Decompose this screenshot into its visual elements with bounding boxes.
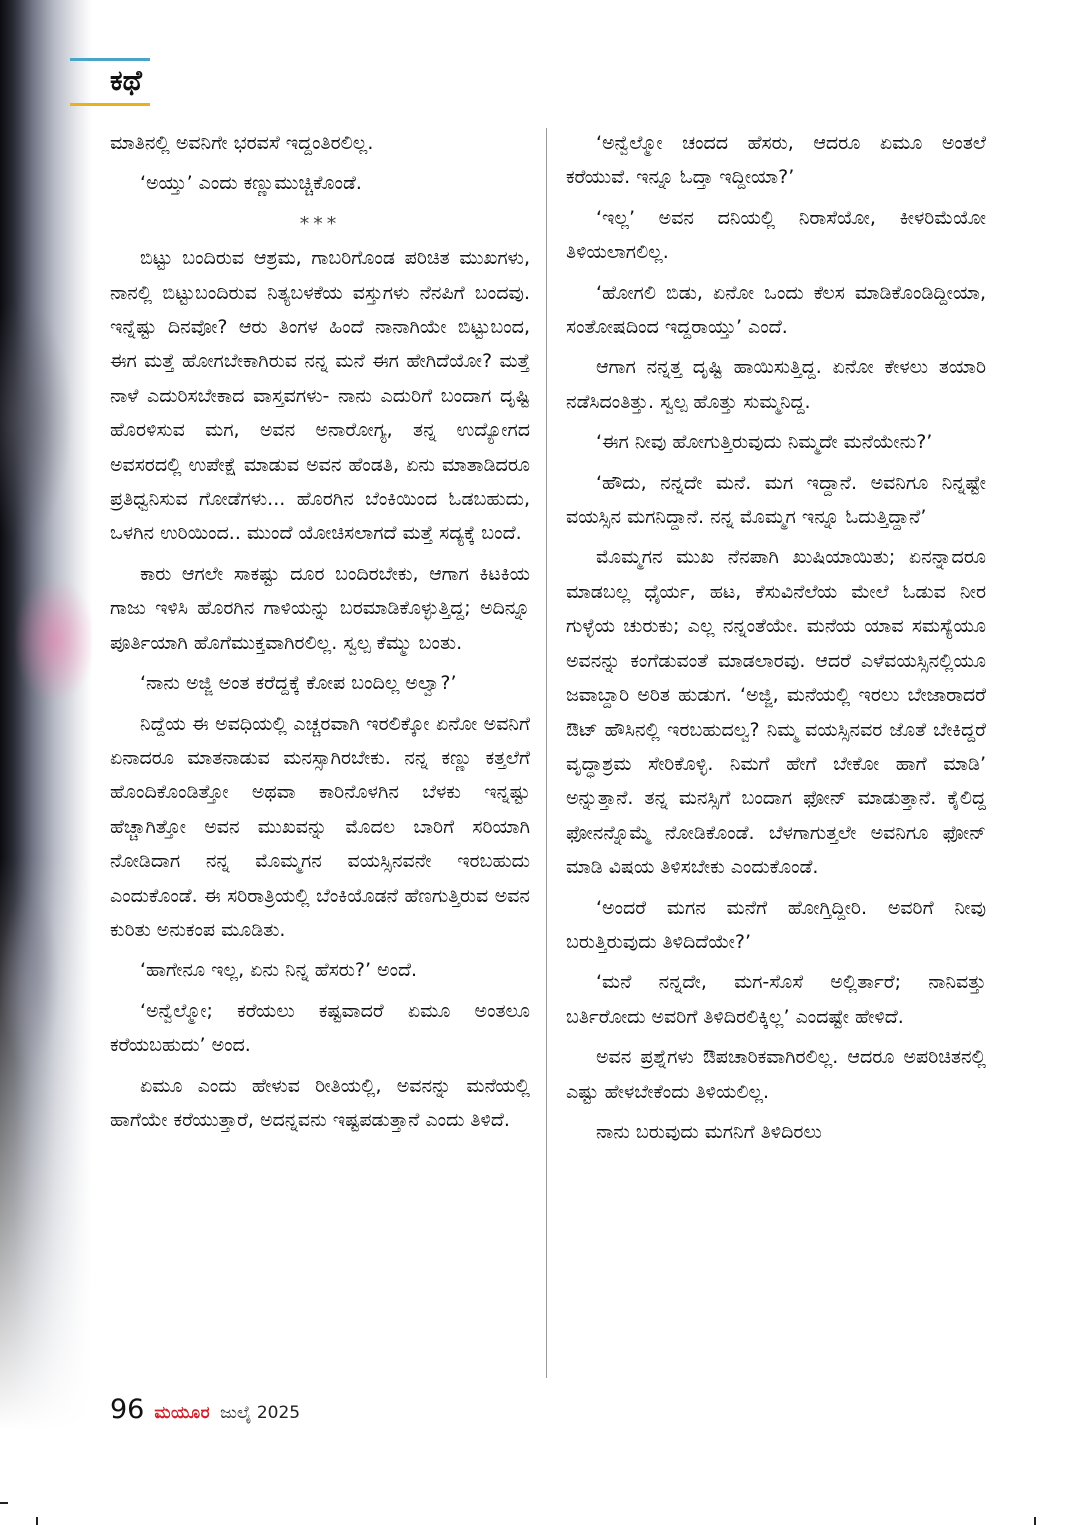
issue-date: ಜುಲೈ 2025 xyxy=(220,1403,301,1423)
paragraph: ‘ಇಲ್ಲ’ ಅವನ ದನಿಯಲ್ಲಿ ನಿರಾಸೆಯೋ, ಕೀಳರಿಮೆಯೋ ತಿಳಿಯಲಾಗಲಿಲ್ಲ. xyxy=(566,206,986,264)
paragraph: ಆಗಾಗ ನನ್ನತ್ತ ದೃಷ್ಟಿ ಹಾಯಿಸುತ್ತಿದ್ದ. ಏನೋ ಕೇಳಲು ತಯಾರಿ ನಡೆಸಿದಂತಿತ್ತು. ಸ್ವಲ್ಪ ಹೊತ್ತು ಸುಮ್ಮನಿದ್ದ. xyxy=(566,356,986,413)
paragraph: ‘ನಾನು ಅಜ್ಜಿ ಅಂತ ಕರೆದ್ದಕ್ಕೆ ಕೋಪ ಬಂದಿಲ್ಲ ಅಲ್ವಾ?’ xyxy=(140,672,457,695)
paragraph: ಮೊಮ್ಮಗನ ಮುಖ ನೆನಪಾಗಿ ಖುಷಿಯಾಯಿತು; ಏನನ್ನಾದರೂ ಮಾಡಬಲ್ಲ ಧೈರ್ಯ, ಹಟ, ಕೆಸುವಿನೆಲೆಯ ಮೇಲೆ ಓಡುವ ನೀರ ಗುಳ್ಳೆಯ ಚುರುಕು; ಎಲ್ಲ ನನ್ನಂತೆಯೇ. ಮನೆಯ ಯಾವ ಸಮಸ್ಯೆಯೂ ಅವನನ್ನು ಕಂಗೆಡುವಂತೆ ಮಾಡಲಾರವು. ಆದರೆ ಎಳೆವಯಸ್ಸಿನಲ್ಲಿಯೂ ಜವಾಬ್ದಾರಿ ಅರಿತ ಹುಡುಗ. ‘ಅಜ್ಜಿ, ಮನೆಯಲ್ಲಿ ಇರಲು ಬೇಜಾರಾದರೆ ಔಟ್ ಹೌಸಿನಲ್ಲಿ ಇರಬಹುದಲ್ವ? ನಿಮ್ಮ ವಯಸ್ಸಿನವರ ಜೊತೆ ಬೇಕಿದ್ದರೆ ವೃದ್ಧಾಶ್ರಮ ಸೇರಿಕೊಳ್ಳಿ. ನಿಮಗೆ ಹೇಗೆ ಬೇಕೋ ಹಾಗೆ ಮಾಡಿ’ ಅನ್ನುತ್ತಾನೆ. ತನ್ನ ಮನಸ್ಸಿಗೆ ಬಂದಾಗ ಫೋನ್ ಮಾಡುತ್ತಾನೆ. ಕೈಲಿದ್ದ ಫೋನನ್ನೊಮ್ಮೆ ನೋಡಿಕೊಂಡೆ. ಬೆಳಗಾಗುತ್ತಲೇ ಅವನಿಗೂ ಫೋನ್ ಮಾಡಿ ವಿಷಯ ತಿಳಿಸಬೇಕು ಎಂದುಕೊಂಡೆ. xyxy=(566,546,986,879)
section-title: ಕಥೆ xyxy=(110,64,142,97)
paragraph: ಏಮೂ ಎಂದು ಹೇಳುವ ರೀತಿಯಲ್ಲಿ, ಅವನನ್ನು ಮನೆಯಲ್ಲಿ ಹಾಗೆಯೇ ಕರೆಯುತ್ತಾರೆ, ಅದನ್ನವನು ಇಷ್ಟಪಡುತ್ತಾನೆ ಎಂದು ತಿಳಿದೆ. xyxy=(110,1074,530,1131)
crop-mark-bottom-right xyxy=(1034,1517,1036,1525)
right-text-column xyxy=(566,126,986,1155)
paragraph: ‘ಹೋಗಲಿ ಬಿಡು, ಏನೋ ಒಂದು ಕೆಲಸ ಮಾಡಿಕೊಂಡಿದ್ದೀಯಾ, ಸಂತೋಷದಿಂದ ಇದ್ದರಾಯ್ತು’ ಎಂದೆ. xyxy=(566,281,986,339)
paragraph: ‘ಅಂದರೆ ಮಗನ ಮನೆಗೆ ಹೋಗ್ತಿದ್ದೀರಿ. ಅವರಿಗೆ ನೀವು ಬರುತ್ತಿರುವುದು ತಿಳಿದಿದೆಯೇ?’ xyxy=(566,896,986,953)
paragraph: ಕಾರು ಆಗಲೇ ಸಾಕಷ್ಟು ದೂರ ಬಂದಿರಬೇಕು, ಆಗಾಗ ಕಿಟಕಿಯ ಗಾಜು ಇಳಿಸಿ ಹೊರಗಿನ ಗಾಳಿಯನ್ನು ಬರಮಾಡಿಕೊಳ್ಳುತ್ತಿದ್ದ; ಅದಿನ್ನೂ ಪೂರ್ತಿಯಾಗಿ ಹೊಗೆಮುಕ್ತವಾಗಿರಲಿಲ್ಲ. ಸ್ವಲ್ಪ ಕೆಮ್ಮು ಬಂತು. xyxy=(110,562,530,654)
page-footer xyxy=(110,1394,300,1425)
decorative-side-artwork-fade xyxy=(0,0,92,1430)
section-header-rule-bottom xyxy=(70,103,150,106)
paragraph: ‘ಮನೆ ನನ್ನದೇ, ಮಗ-ಸೊಸೆ ಅಲ್ಲಿರ್ತಾರೆ; ನಾನಿವತ್ತು ಬರ್ತಿರೋದು ಅವರಿಗೆ ತಿಳಿದಿರಲಿಕ್ಕಿಲ್ಲ’ ಎಂದಷ್ಟೇ ಹೇಳಿದೆ. xyxy=(566,971,986,1028)
scene-break: *** xyxy=(299,212,341,235)
page-number: 96 xyxy=(110,1394,145,1425)
magazine-logo: ಮಯೂರ xyxy=(154,1403,211,1423)
section-header-rule-top xyxy=(70,58,150,61)
paragraph: ನಿದ್ದೆಯ ಈ ಅವಧಿಯಲ್ಲಿ ಎಚ್ಚರವಾಗಿ ಇರಲಿಕ್ಕೋ ಏನೋ ಅವನಿಗೆ ಏನಾದರೂ ಮಾತನಾಡುವ ಮನಸ್ಸಾಗಿರಬೇಕು. ನನ್ನ ಕಣ್ಣು ಕತ್ತಲೆಗೆ ಹೊಂದಿಕೊಂಡಿತ್ತೋ ಅಥವಾ ಕಾರಿನೊಳಗಿನ ಬೆಳಕು ಇನ್ನಷ್ಟು ಹೆಚ್ಚಾಗಿತ್ತೋ ಅವನ ಮುಖವನ್ನು ಮೊದಲ ಬಾರಿಗೆ ಸರಿಯಾಗಿ ನೋಡಿದಾಗ ನನ್ನ ಮೊಮ್ಮಗನ ವಯಸ್ಸಿನವನೇ ಇರಬಹುದು ಎಂದುಕೊಂಡೆ. ಈ ಸರಿರಾತ್ರಿಯಲ್ಲಿ ಬೆಂಕಿಯೊಡನೆ ಹೆಣಗುತ್ತಿರುವ ಅವನ ಕುರಿತು ಅನುಕಂಪ ಮೂಡಿತು. xyxy=(110,712,530,941)
left-text-column xyxy=(110,126,530,1143)
crop-mark-bottom-left xyxy=(36,1517,38,1525)
paragraph: ಬಿಟ್ಟು ಬಂದಿರುವ ಆಶ್ರಮ, ಗಾಬರಿಗೊಂಡ ಪರಿಚಿತ ಮುಖಗಳು, ನಾನಲ್ಲಿ ಬಿಟ್ಟುಬಂದಿರುವ ನಿತ್ಯಬಳಕೆಯ ವಸ್ತುಗಳು ನೆನಪಿಗೆ ಬಂದವು. ಇನ್ನೆಷ್ಟು ದಿನವೋ? ಆರು ತಿಂಗಳ ಹಿಂದೆ ನಾನಾಗಿಯೇ ಬಿಟ್ಟುಬಂದ, ಈಗ ಮತ್ತೆ ಹೋಗಬೇಕಾಗಿರುವ ನನ್ನ ಮನೆ ಈಗ ಹೇಗಿದೆಯೋ? ಮತ್ತೆ ನಾಳೆ ಎದುರಿಸಬೇಕಾದ ವಾಸ್ತವಗಳು- ನಾನು ಎದುರಿಗೆ ಬಂದಾಗ ದೃಷ್ಟಿ ಹೊರಳಿಸುವ ಮಗ, ಅವನ ಅನಾರೋಗ್ಯ, ತನ್ನ ಉದ್ಯೋಗದ ಅವಸರದಲ್ಲಿ ಉಪೇಕ್ಷೆ ಮಾಡುವ ಅವನ ಹೆಂಡತಿ, ಏನು ಮಾತಾಡಿದರೂ ಪ್ರತಿಧ್ವನಿಸುವ ಗೋಡೆಗಳು... ಹೊರಗಿನ ಬೆಂಕಿಯಿಂದ ಓಡಬಹುದು, ಒಳಗಿನ ಉರಿಯಿಂದ.. ಮುಂದೆ ಯೋಚಿಸಲಾಗದೆ ಮತ್ತೆ ಸದ್ಯಕ್ಕೆ ಬಂದೆ. xyxy=(110,247,530,545)
crop-mark-top-left xyxy=(0,1502,8,1504)
paragraph: ‘ಹೌದು, ನನ್ನದೇ ಮನೆ. ಮಗ ಇದ್ದಾನೆ. ಅವನಿಗೂ ನಿನ್ನಷ್ಟೇ ವಯಸ್ಸಿನ ಮಗನಿದ್ದಾನೆ. ನನ್ನ ಮೊಮ್ಮಗ ಇನ್ನೂ ಓದುತ್ತಿದ್ದಾನೆ’ xyxy=(566,471,986,529)
paragraph: ‘ಅನ್ವೆಲ್ಮೋ; ಕರೆಯಲು ಕಷ್ಟವಾದರೆ ಏಮೂ ಅಂತಲೂ ಕರೆಯಬಹುದು’ ಅಂದ. xyxy=(110,999,530,1057)
paragraph: ಮಾತಿನಲ್ಲಿ ಅವನಿಗೇ ಭರವಸೆ ಇದ್ದಂತಿರಲಿಲ್ಲ. xyxy=(110,132,374,154)
paragraph: ‘ಅಯ್ತು’ ಎಂದು ಕಣ್ಣುಮುಚ್ಚಿಕೊಂಡೆ. xyxy=(140,172,362,195)
paragraph: ನಾನು ಬರುವುದು ಮಗನಿಗೆ ತಿಳಿದಿರಲು xyxy=(596,1120,822,1143)
paragraph: ‘ಅನ್ವೆಲ್ಮೋ ಚಂದದ ಹೆಸರು, ಆದರೂ ಏಮೂ ಅಂತಲೆ ಕರೆಯುವೆ. ಇನ್ನೂ ಓದ್ತಾ ಇದ್ದೀಯಾ?’ xyxy=(566,132,986,189)
paragraph: ಅವನ ಪ್ರಶ್ನೆಗಳು ಔಪಚಾರಿಕವಾಗಿರಲಿಲ್ಲ. ಆದರೂ ಅಪರಿಚಿತನಲ್ಲಿ ಎಷ್ಟು ಹೇಳಬೇಕೆಂದು ತಿಳಿಯಲಿಲ್ಲ. xyxy=(566,1046,986,1103)
paragraph: ‘ಈಗ ನೀವು ಹೋಗುತ್ತಿರುವುದು ನಿಮ್ಮದೇ ಮನೆಯೇನು?’ xyxy=(596,431,933,454)
paragraph: ‘ಹಾಗೇನೂ ಇಲ್ಲ, ಏನು ನಿನ್ನ ಹೆಸರು?’ ಅಂದೆ. xyxy=(140,959,418,982)
column-divider xyxy=(546,128,547,1378)
